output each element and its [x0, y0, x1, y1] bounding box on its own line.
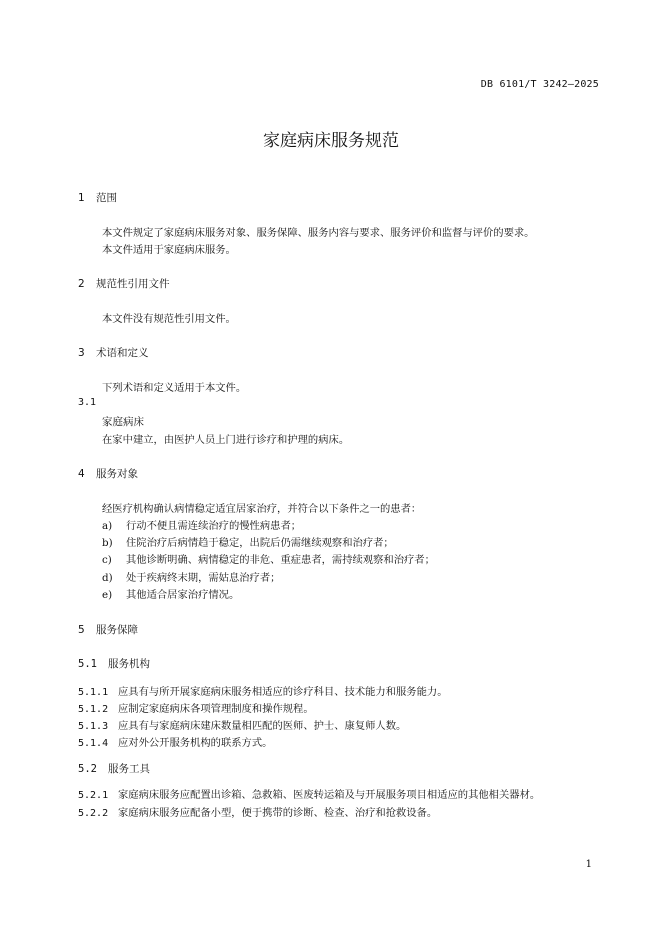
- list-marker: a): [102, 520, 113, 532]
- clause-number: 5.1.4: [78, 738, 109, 749]
- clause: [78, 717, 406, 732]
- subsection-title: 服务工具: [108, 763, 150, 775]
- clause-text: 家庭病床服务应配置出诊箱、急救箱、医废转运箱及与开展服务项目相适应的其他相关器材。: [118, 789, 541, 801]
- clause: [78, 804, 437, 819]
- clause-text: 应具有与所开展家庭病床服务相适应的诊疗科目、技术能力和服务能力。: [118, 686, 448, 698]
- list-marker: b): [102, 537, 113, 549]
- list-item-text: 其他诊断明确、病情稳定的非危、重症患者，需持续观察和治疗者；: [126, 554, 435, 566]
- list-marker: c): [102, 554, 112, 566]
- paragraph: 本文件没有规范性引用文件。: [102, 313, 236, 325]
- list-item-text: 行动不便且需连续治疗的慢性病患者；: [126, 520, 302, 532]
- clause: [78, 683, 448, 698]
- subsection-5-2-heading: [78, 761, 150, 776]
- term-number: 3.1: [78, 397, 97, 408]
- list-item: [102, 586, 239, 601]
- term: 家庭病床: [102, 416, 144, 428]
- paragraph: 经医疗机构确认病情稳定适宜居家治疗，并符合以下条件之一的患者：: [102, 503, 422, 515]
- clause-text: 家庭病床服务应配备小型，便于携带的诊断、检查、治疗和抢救设备。: [118, 807, 438, 819]
- clause: [78, 734, 272, 749]
- clause-text: 应制定家庭病床各项管理制度和操作规程。: [118, 703, 314, 715]
- subsection-title: 服务机构: [108, 658, 150, 670]
- section-number: 1: [78, 192, 85, 204]
- page-title: 家庭病床服务规范: [263, 131, 399, 151]
- document-id: DB 6101/T 3242—2025: [480, 79, 599, 90]
- list-marker: d): [102, 572, 113, 584]
- clause: [78, 700, 314, 715]
- clause-number: 5.1.1: [78, 687, 109, 698]
- page-number: 1: [585, 859, 592, 870]
- section-number: 4: [78, 468, 85, 480]
- subsection-5-1-heading: [78, 656, 150, 671]
- section-3-heading: [78, 345, 149, 360]
- section-title: 范围: [96, 192, 117, 204]
- subsection-number: 5.2: [78, 763, 97, 775]
- section-number: 3: [78, 347, 85, 359]
- clause-number: 5.2.1: [78, 790, 109, 801]
- section-title: 服务保障: [96, 624, 138, 636]
- paragraph: 本文件适用于家庭病床服务。: [102, 244, 236, 256]
- list-item-text: 其他适合居家治疗情况。: [126, 589, 240, 601]
- clause-number: 5.1.3: [78, 721, 109, 732]
- section-number: 5: [78, 624, 85, 636]
- section-5-heading: [78, 622, 138, 637]
- paragraph: 下列术语和定义适用于本文件。: [102, 382, 247, 394]
- section-number: 2: [78, 278, 85, 290]
- section-title: 规范性引用文件: [96, 278, 170, 290]
- paragraph: 本文件规定了家庭病床服务对象、服务保障、服务内容与要求、服务评价和监督与评价的要求。: [102, 227, 535, 239]
- section-title: 术语和定义: [96, 347, 149, 359]
- section-2-heading: [78, 276, 170, 291]
- section-4-heading: [78, 466, 138, 481]
- list-item-text: 处于疾病终末期，需姑息治疗者；: [126, 572, 281, 584]
- list-item: [102, 569, 280, 584]
- clause-text: 应具有与家庭病床建床数量相匹配的医师、护士、康复师人数。: [118, 720, 407, 732]
- clause: [78, 786, 540, 801]
- clause-number: 5.2.2: [78, 808, 109, 819]
- list-marker: e): [102, 589, 113, 601]
- list-item: [102, 534, 394, 549]
- clause-number: 5.1.2: [78, 704, 109, 715]
- clause-text: 应对外公开服务机构的联系方式。: [118, 737, 273, 749]
- list-item: [102, 551, 435, 566]
- section-1-heading: [78, 190, 117, 205]
- subsection-number: 5.1: [78, 658, 97, 670]
- term-definition: 在家中建立，由医护人员上门进行诊疗和护理的病床。: [102, 434, 350, 446]
- list-item-text: 住院治疗后病情趋于稳定，出院后仍需继续观察和治疗者；: [126, 537, 394, 549]
- list-item: [102, 517, 301, 532]
- section-title: 服务对象: [96, 468, 138, 480]
